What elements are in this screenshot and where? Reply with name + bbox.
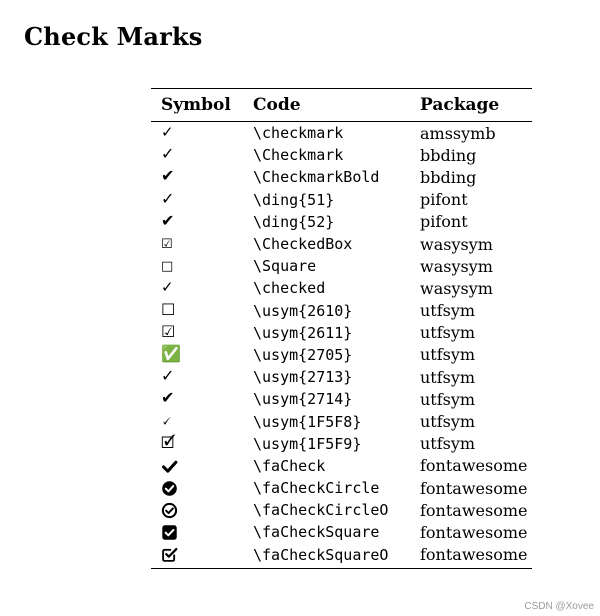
code-cell: \faCheckCircle <box>253 479 380 498</box>
table-header-row <box>151 89 532 119</box>
watermark: CSDN @Xovee <box>524 601 594 612</box>
ballot-box-icon: ☐ <box>161 299 176 319</box>
symbol-cell <box>151 144 253 166</box>
code-cell: \usym{2611} <box>253 323 353 342</box>
package-cell: utfsym <box>420 389 476 409</box>
package-cell: fontawesome <box>420 456 528 476</box>
package-cell: utfsym <box>420 412 476 432</box>
code-cell: \checkmark <box>253 124 344 143</box>
fa-check-circle-o-icon <box>161 502 178 519</box>
code-cell: \usym{1F5F9} <box>253 434 362 453</box>
symbol-cell <box>151 211 253 233</box>
code-cell: \usym{2610} <box>253 301 353 320</box>
symbol-cell <box>151 366 253 388</box>
checked-box-icon: ☑ <box>161 237 173 253</box>
table-row <box>151 277 532 299</box>
package-cell: fontawesome <box>420 545 528 565</box>
code-cell: \checked <box>253 279 326 298</box>
package-cell: wasysym <box>420 256 493 276</box>
package-cell: pifont <box>420 190 468 210</box>
code-cell: \faCheckCircleO <box>253 501 389 520</box>
light-check-icon: 🗸 <box>161 411 172 430</box>
code-cell: \usym{2713} <box>253 368 353 387</box>
thin-check-icon: ✓ <box>161 278 174 297</box>
heavy-check-icon: ✔ <box>161 388 175 408</box>
table-row <box>151 433 532 455</box>
package-cell: utfsym <box>420 367 476 387</box>
package-cell: fontawesome <box>420 478 528 498</box>
symbol-cell <box>151 233 253 255</box>
table-row <box>151 255 532 277</box>
code-cell: \ding{52} <box>253 212 335 231</box>
table-row <box>151 544 532 566</box>
check-icon: ✓ <box>161 366 175 386</box>
table-row <box>151 477 532 499</box>
table-row <box>151 300 532 322</box>
package-cell: utfsym <box>420 301 476 321</box>
table-row <box>151 322 532 344</box>
empty-square-icon: □ <box>161 259 174 275</box>
symbol-cell <box>151 189 253 211</box>
symbol-cell <box>151 544 253 566</box>
code-cell: \ding{51} <box>253 190 335 209</box>
package-cell: wasysym <box>420 278 493 298</box>
package-cell: pifont <box>420 212 468 232</box>
fa-check-circle-icon <box>161 480 178 497</box>
table-row <box>151 410 532 432</box>
package-cell: amssymb <box>420 123 496 143</box>
fa-check-square-o-icon <box>161 546 178 563</box>
code-cell: \Checkmark <box>253 146 344 165</box>
package-cell: wasysym <box>420 234 493 254</box>
package-cell: utfsym <box>420 434 476 454</box>
check-icon: ✓ <box>161 188 175 208</box>
code-cell: \usym{2705} <box>253 345 353 364</box>
symbol-cell <box>151 388 253 410</box>
symbol-cell <box>151 277 253 299</box>
ballot-box-bold-check-icon: 🗹 <box>161 432 176 452</box>
fa-check-square-icon <box>161 524 178 541</box>
symbol-cell <box>151 322 253 344</box>
code-cell: \usym{2714} <box>253 390 353 409</box>
table-row <box>151 455 532 477</box>
ballot-box-check-icon: ☑ <box>161 321 176 341</box>
package-cell: utfsym <box>420 323 476 343</box>
thin-check-icon: ✓ <box>161 123 174 142</box>
symbol-cell <box>151 521 253 543</box>
fa-check-icon <box>161 458 178 475</box>
white-heavy-check-icon: ✅ <box>161 343 181 363</box>
code-cell: \faCheck <box>253 456 326 475</box>
header-package: Package <box>420 94 500 115</box>
check-marks-table <box>151 88 532 569</box>
table-row <box>151 122 532 144</box>
symbol-cell <box>151 300 253 322</box>
table-row <box>151 233 532 255</box>
table-row <box>151 344 532 366</box>
symbol-cell <box>151 433 253 455</box>
symbol-cell <box>151 122 253 144</box>
table-bottom-rule <box>151 568 532 569</box>
table-row <box>151 366 532 388</box>
package-cell: fontawesome <box>420 500 528 520</box>
header-code: Code <box>253 94 301 115</box>
package-cell: bbding <box>420 145 477 165</box>
code-cell: \faCheckSquare <box>253 523 380 542</box>
package-cell: fontawesome <box>420 522 528 542</box>
symbol-cell <box>151 344 253 366</box>
symbol-cell <box>151 410 253 432</box>
header-symbol: Symbol <box>161 94 231 115</box>
check-icon: ✓ <box>161 144 175 164</box>
table-body <box>151 122 532 566</box>
code-cell: \CheckedBox <box>253 235 353 254</box>
table-row <box>151 166 532 188</box>
code-cell: \usym{1F5F8} <box>253 412 362 431</box>
code-cell: \Square <box>253 257 317 276</box>
symbol-cell <box>151 477 253 499</box>
table-row <box>151 499 532 521</box>
symbol-cell <box>151 499 253 521</box>
code-cell: \CheckmarkBold <box>253 168 380 187</box>
heavy-check-icon: ✔ <box>161 210 175 230</box>
heavy-check-icon: ✔ <box>161 166 175 186</box>
symbol-cell <box>151 255 253 277</box>
symbol-cell <box>151 455 253 477</box>
table-row <box>151 211 532 233</box>
page-title: Check Marks <box>24 22 203 51</box>
table-row <box>151 388 532 410</box>
code-cell: \faCheckSquareO <box>253 545 389 564</box>
table-row <box>151 144 532 166</box>
table-row <box>151 521 532 543</box>
package-cell: bbding <box>420 167 477 187</box>
symbol-cell <box>151 166 253 188</box>
package-cell: utfsym <box>420 345 476 365</box>
table-row <box>151 189 532 211</box>
